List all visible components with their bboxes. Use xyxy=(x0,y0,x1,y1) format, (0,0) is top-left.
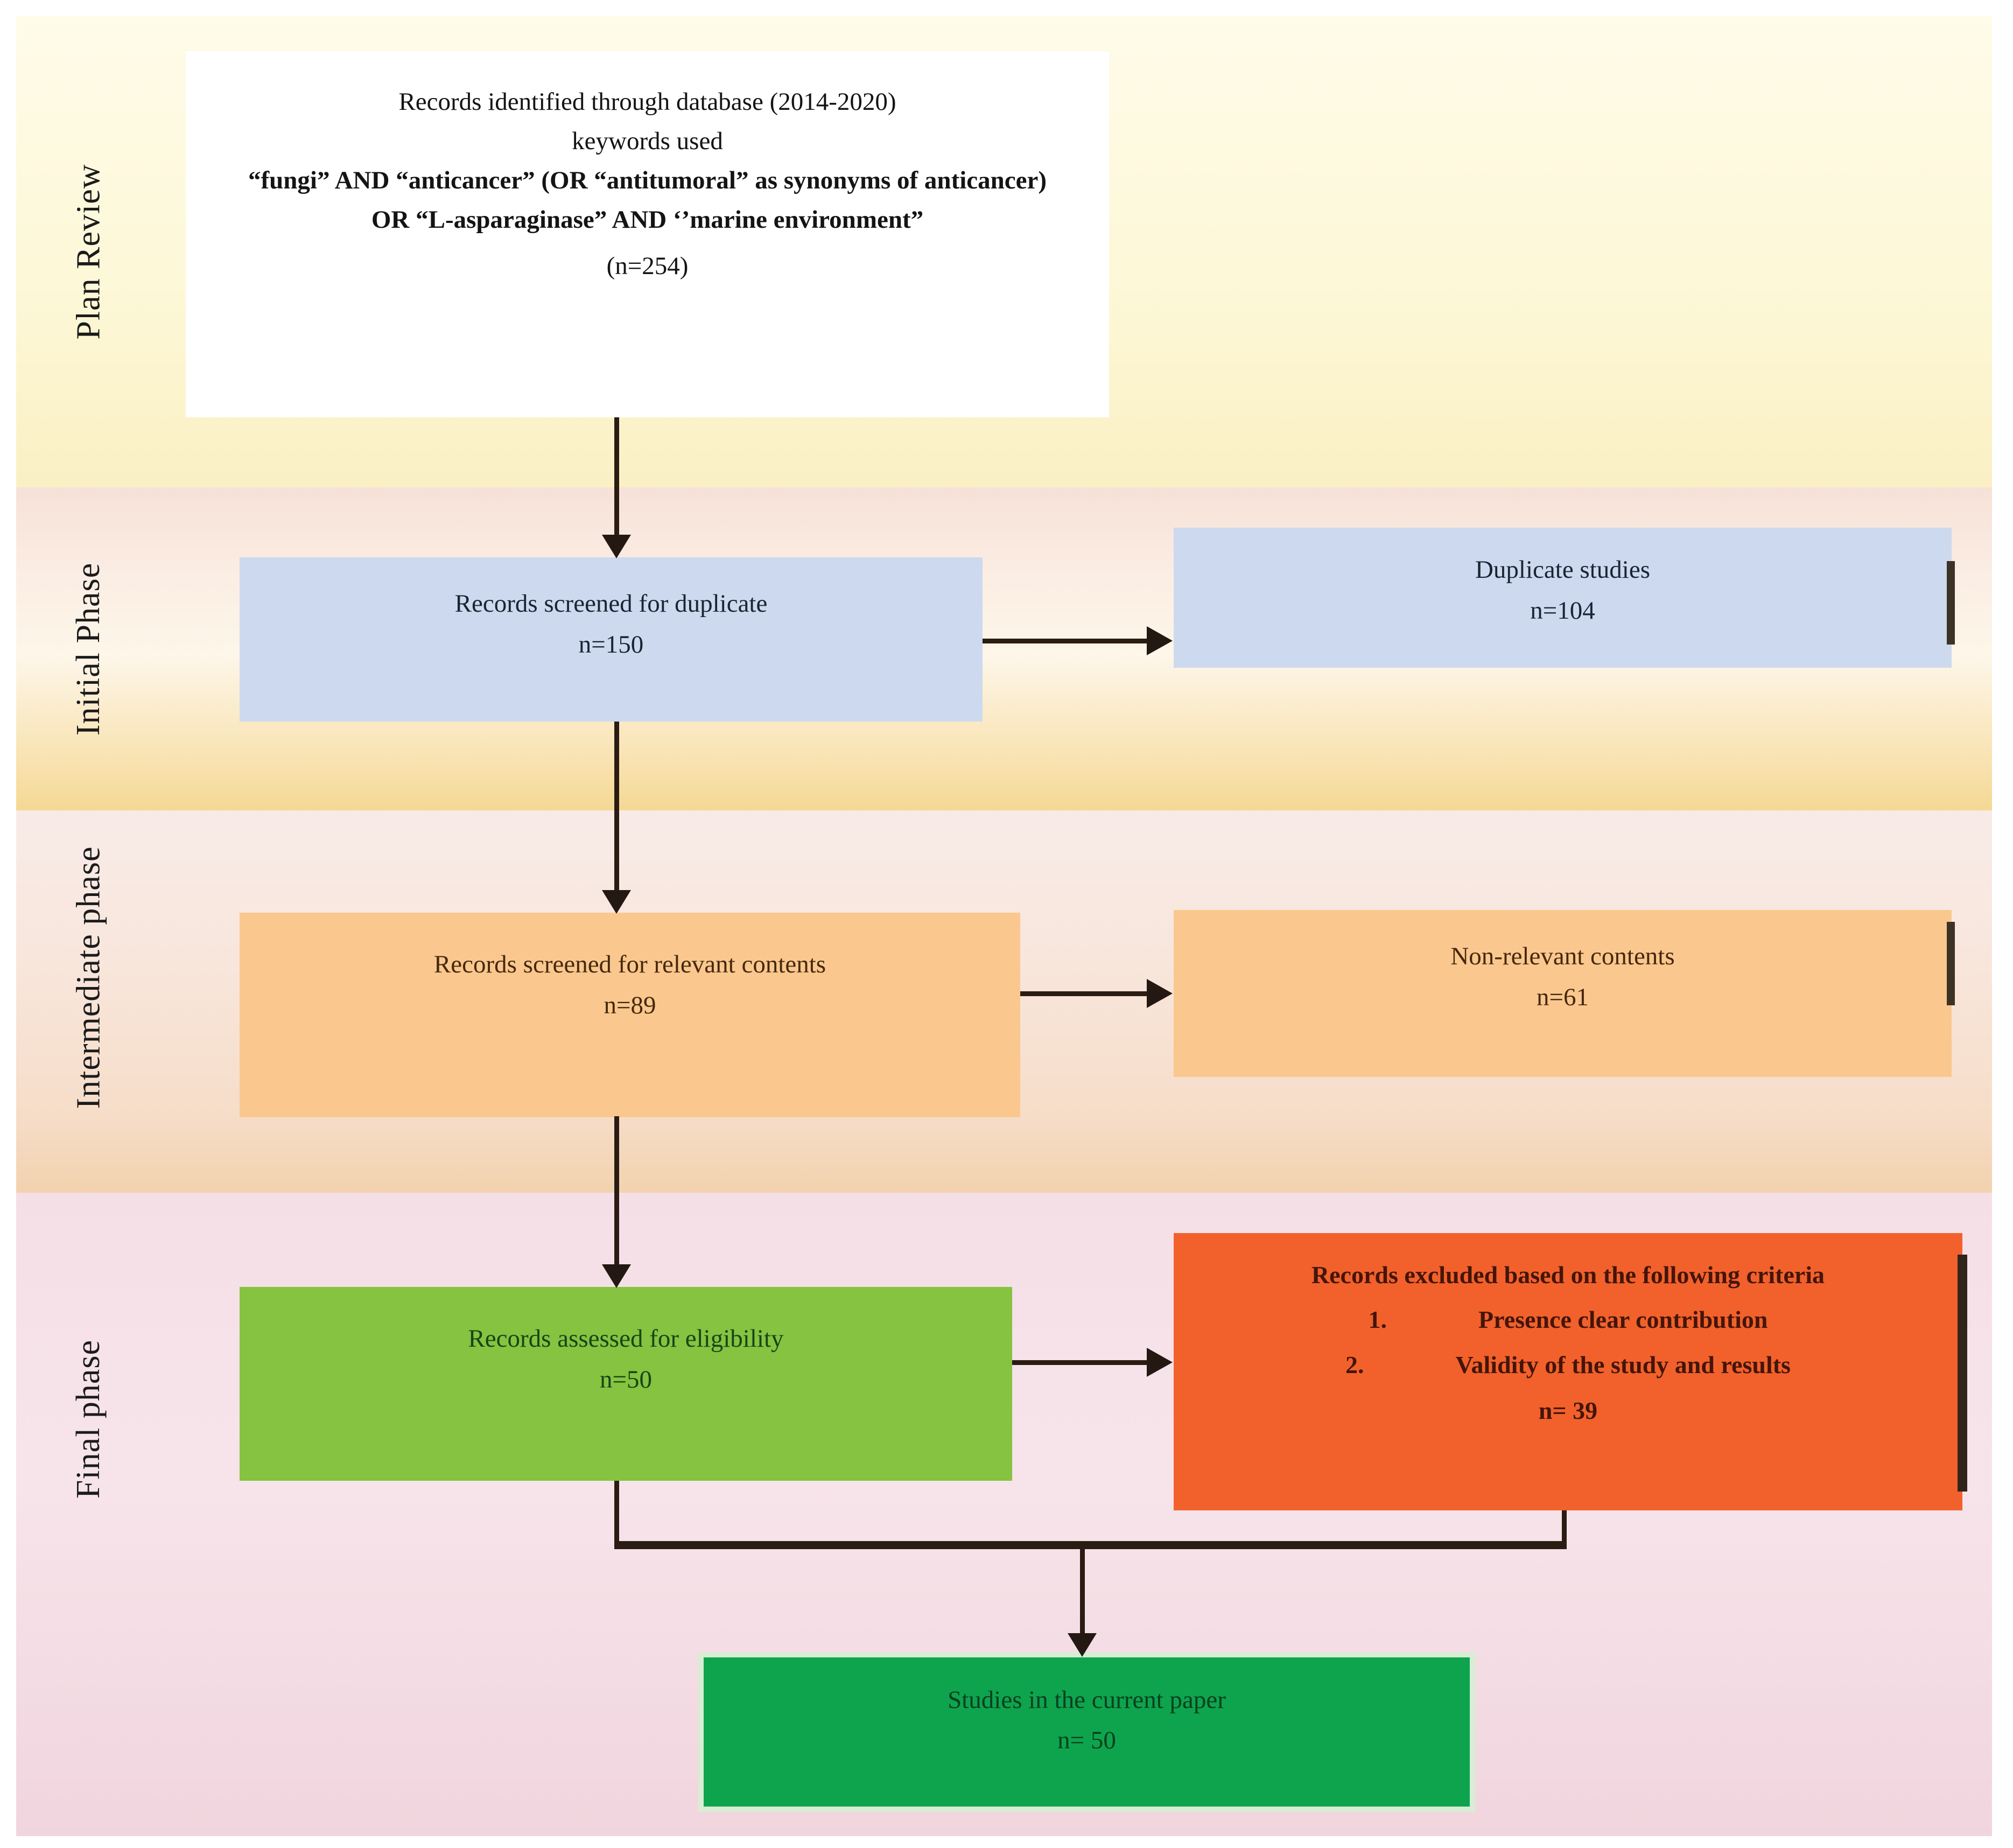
records-excluded-edge-shadow xyxy=(1958,1255,1967,1492)
arrow-duplicate-screen-to-relevant-screen xyxy=(614,722,619,891)
band-label-wrap-plan-review xyxy=(16,16,162,487)
records-assessed-eligibility-box xyxy=(240,1287,1012,1481)
identification-line1: Records identified through database (2014-2020) xyxy=(398,88,896,116)
included-studies-title: Studies in the current paper xyxy=(948,1686,1226,1714)
connector-merge-bar xyxy=(614,1541,1567,1549)
band-label-plan-review: Plan Review xyxy=(70,164,107,340)
duplicate-studies-title: Duplicate studies xyxy=(1475,556,1650,584)
excluded-criterion-1-text: Presence clear contribution xyxy=(1478,1306,1768,1334)
non-relevant-contents-box xyxy=(1174,910,1952,1077)
excluded-criterion-1 xyxy=(1174,1300,1962,1339)
identification-line2: keywords used xyxy=(572,127,723,155)
identification-box xyxy=(186,51,1109,417)
duplicate-studies-count: n=104 xyxy=(1530,597,1595,625)
arrow-to-non-relevant xyxy=(1020,991,1147,996)
records-excluded-title: Records excluded based on the following criteria xyxy=(1311,1261,1825,1289)
arrow-to-duplicate-studies xyxy=(983,639,1147,643)
records-screened-duplicate-box xyxy=(240,557,983,722)
records-excluded-box xyxy=(1174,1233,1962,1510)
band-label-intermediate-phase: Intermediate phase xyxy=(70,846,107,1109)
non-relevant-contents-title: Non-relevant contents xyxy=(1450,942,1675,970)
non-relevant-edge-shadow xyxy=(1947,922,1955,1005)
band-label-wrap-initial-phase xyxy=(16,487,162,810)
excluded-criterion-2-number: 2. xyxy=(1345,1350,1364,1378)
arrow-identification-to-duplicate-screen xyxy=(614,417,619,537)
records-assessed-eligibility-count: n=50 xyxy=(599,1366,652,1394)
records-screened-duplicate-count: n=150 xyxy=(578,631,644,659)
excluded-criterion-2 xyxy=(1174,1346,1962,1384)
arrowhead-to-duplicate-studies xyxy=(1147,626,1173,655)
connector-from-eligibility xyxy=(614,1481,619,1546)
duplicate-studies-edge-shadow xyxy=(1947,561,1955,645)
band-label-wrap-final-phase xyxy=(16,1193,162,1645)
arrowhead-to-records-excluded xyxy=(1147,1348,1173,1377)
arrowhead-to-included-studies xyxy=(1068,1633,1097,1657)
excluded-criterion-2-text: Validity of the study and results xyxy=(1455,1350,1791,1378)
excluded-criterion-1-number: 1. xyxy=(1368,1306,1387,1334)
non-relevant-contents-count: n=61 xyxy=(1536,983,1589,1012)
band-label-final-phase: Final phase xyxy=(70,1339,107,1499)
arrowhead-to-non-relevant xyxy=(1147,979,1173,1008)
arrowhead-duplicate-screen-to-relevant-screen xyxy=(602,890,631,914)
records-screened-relevant-count: n=89 xyxy=(604,991,656,1020)
records-screened-relevant-box xyxy=(240,913,1020,1117)
band-label-initial-phase: Initial Phase xyxy=(70,562,107,736)
identification-keywords: “fungi” AND “anticancer” (OR “antitumoral” as synonyms of anticancer) OR “L-asparaginase” AND ‘’marine environment” xyxy=(248,166,1047,234)
records-assessed-eligibility-title: Records assessed for eligibility xyxy=(468,1325,784,1353)
included-studies-count: n= 50 xyxy=(1057,1726,1116,1755)
records-screened-relevant-title: Records screened for relevant contents xyxy=(433,950,826,978)
identification-count: (n=254) xyxy=(606,252,689,281)
arrow-to-included-studies xyxy=(1080,1549,1085,1634)
records-screened-duplicate-title: Records screened for duplicate xyxy=(454,590,768,618)
duplicate-studies-box xyxy=(1174,528,1952,668)
arrow-relevant-screen-to-eligibility xyxy=(614,1116,619,1265)
arrowhead-identification-to-duplicate-screen xyxy=(602,535,631,558)
arrowhead-relevant-screen-to-eligibility xyxy=(602,1264,631,1288)
band-label-wrap-intermediate-phase xyxy=(16,810,162,1144)
records-excluded-count: n= 39 xyxy=(1538,1396,1598,1424)
arrow-to-records-excluded xyxy=(1012,1360,1147,1365)
included-studies-box xyxy=(704,1657,1470,1807)
